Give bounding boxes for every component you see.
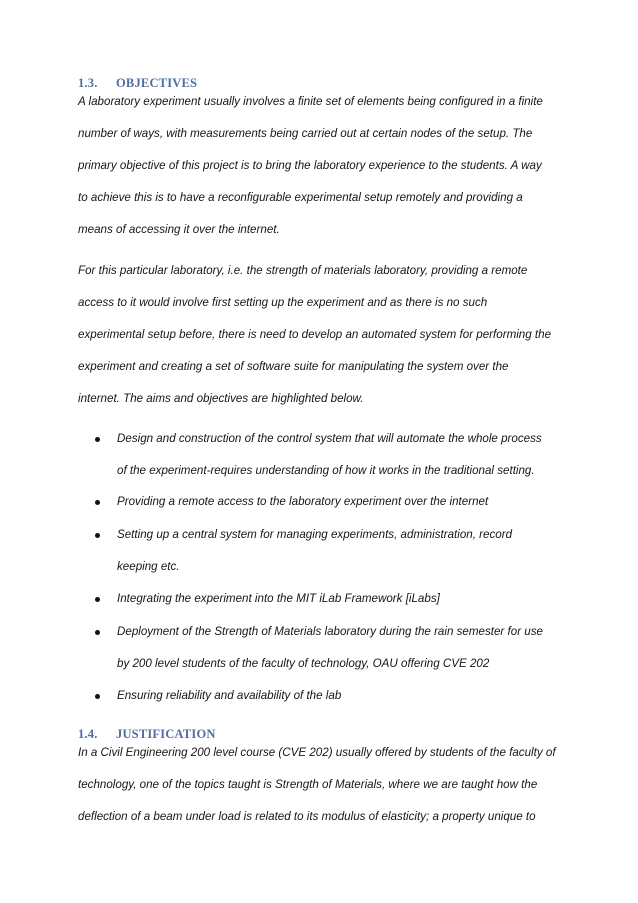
bullet-item-line: by 200 level students of the faculty of technology, OAU offering CVE 202 xyxy=(117,657,490,670)
objectives-number: 1.3. xyxy=(78,76,98,90)
bullet-item-line: Providing a remote access to the laboratory experiment over the internet xyxy=(117,495,489,508)
bullet-item-line: Deployment of the Strength of Materials laboratory during the rain semester for use xyxy=(117,625,543,638)
bullet-icon xyxy=(95,597,100,602)
justification-title: JUSTIFICATION xyxy=(116,727,216,741)
bullet-item-line: Setting up a central system for managing experiments, administration, record xyxy=(117,528,513,541)
bullet-item-line: Integrating the experiment into the MIT iLab Framework [iLabs] xyxy=(117,592,440,605)
bullet-item-line: Ensuring reliability and availability of the lab xyxy=(117,689,342,702)
bullet-icon xyxy=(95,500,100,505)
bullet-item-line: keeping etc. xyxy=(117,560,180,573)
bullet-icon xyxy=(95,533,100,538)
paragraph-line: means of accessing it over the internet. xyxy=(78,223,280,236)
justification-number: 1.4. xyxy=(78,727,98,741)
objectives-heading xyxy=(78,76,197,91)
paragraph-line: internet. The aims and objectives are highlighted below. xyxy=(78,392,364,405)
paragraph-line: deflection of a beam under load is related to its modulus of elasticity; a property unique to xyxy=(78,810,536,823)
paragraph-line: For this particular laboratory, i.e. the strength of materials laboratory, providing a remote xyxy=(78,264,528,277)
paragraph-line: In a Civil Engineering 200 level course (CVE 202) usually offered by students of the faculty of xyxy=(78,746,556,759)
paragraph-line: experiment and creating a set of software suite for manipulating the system over the xyxy=(78,360,509,373)
paragraph-line: primary objective of this project is to bring the laboratory experience to the students. A way xyxy=(78,159,542,172)
paragraph-line: technology, one of the topics taught is Strength of Materials, where we are taught how the xyxy=(78,778,538,791)
bullet-item-line: Design and construction of the control system that will automate the whole process xyxy=(117,432,542,445)
bullet-icon xyxy=(95,630,100,635)
bullet-icon xyxy=(95,694,100,699)
paragraph-line: number of ways, with measurements being carried out at certain nodes of the setup. The xyxy=(78,127,533,140)
objectives-title: OBJECTIVES xyxy=(116,76,198,90)
paragraph-line: A laboratory experiment usually involves a finite set of elements being configured in a finite xyxy=(78,95,543,108)
paragraph-line: access to it would involve first setting up the experiment and as there is no such xyxy=(78,296,488,309)
justification-heading xyxy=(78,727,216,742)
bullet-icon xyxy=(95,437,100,442)
bullet-item-line: of the experiment-requires understanding of how it works in the traditional setting. xyxy=(117,464,535,477)
paragraph-line: to achieve this is to have a reconfigurable experimental setup remotely and providing a xyxy=(78,191,523,204)
paragraph-line: experimental setup before, there is need to develop an automated system for performing the xyxy=(78,328,552,341)
